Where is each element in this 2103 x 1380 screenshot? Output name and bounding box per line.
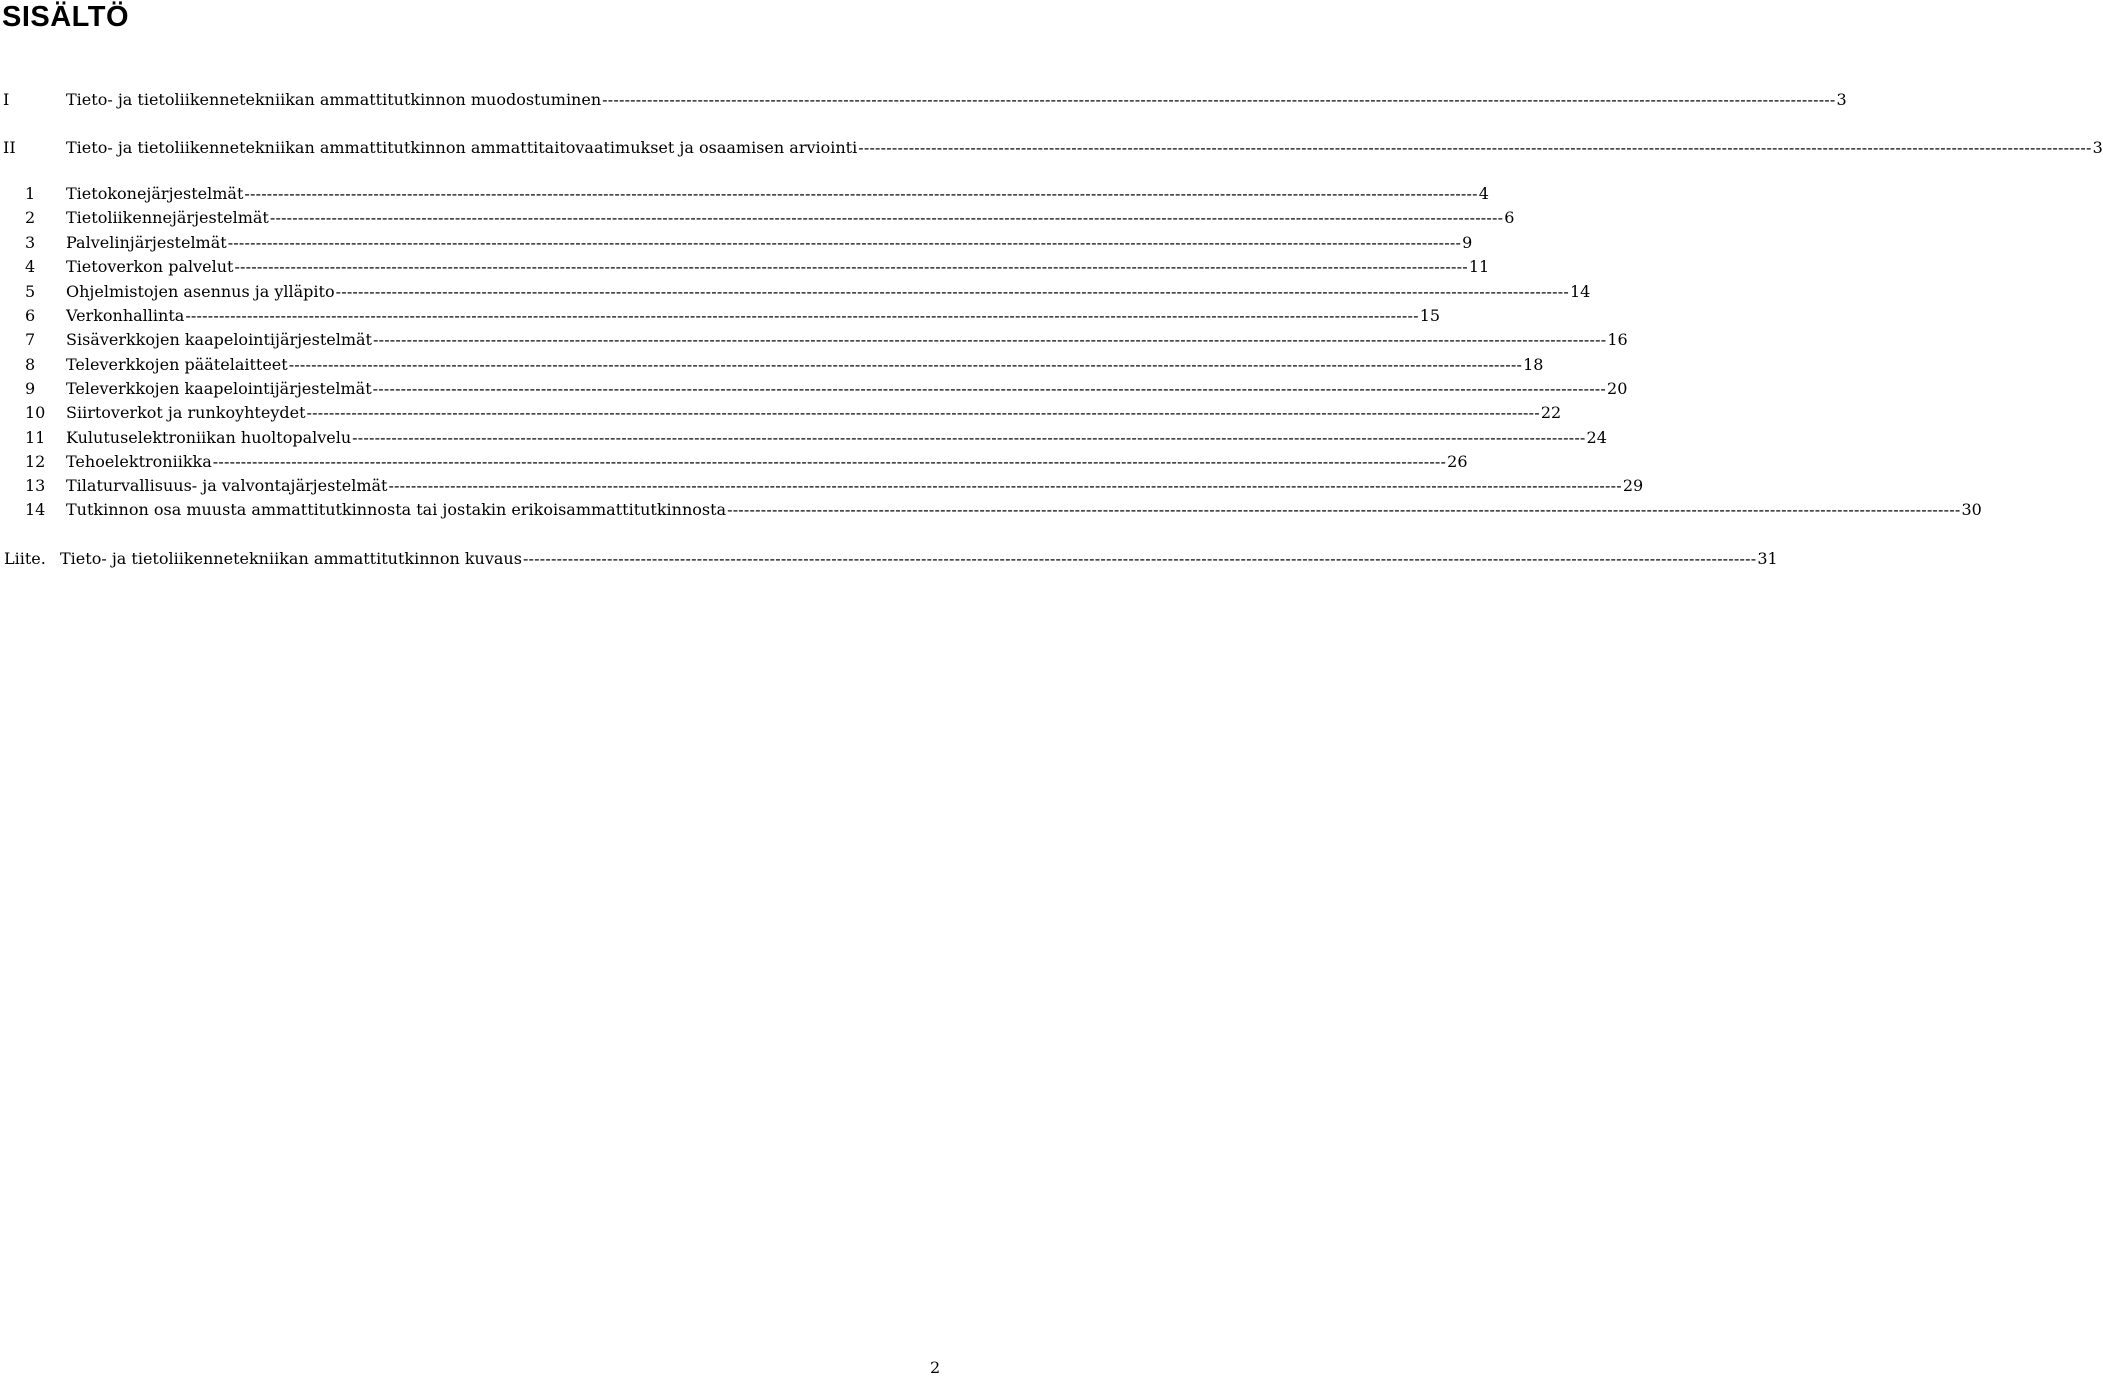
toc-page-number: 18: [1523, 355, 1544, 374]
toc-page-number: 14: [1569, 282, 1591, 301]
toc-page-number: 3: [1836, 90, 1847, 109]
toc-item-number: 4: [25, 257, 36, 276]
toc-entry: [66, 136, 2103, 160]
toc-dot-leader: ----------------------------------------------------------------------------------------------------------------------------------------------------------------------------------------------------------------------------: [306, 403, 1540, 422]
toc-item-row[interactable]: [0, 182, 1489, 206]
toc-page-number: 26: [1447, 452, 1468, 471]
toc-item-row[interactable]: [0, 401, 1562, 425]
toc-item-number: 1: [25, 184, 36, 203]
toc-page-number: 30: [1961, 500, 1982, 519]
toc-entry: [66, 474, 1644, 498]
toc-dot-leader: ----------------------------------------------------------------------------------------------------------------------------------------------------------------------------------------------------------------------------: [335, 282, 1569, 301]
toc-page-number: 22: [1540, 403, 1562, 422]
toc-page-number: 24: [1586, 428, 1607, 447]
toc-item-row[interactable]: [0, 255, 1490, 279]
toc-dot-leader: ----------------------------------------------------------------------------------------------------------------------------------------------------------------------------------------------------------------------------: [602, 90, 1836, 109]
toc-item-row[interactable]: [0, 206, 1515, 230]
toc-page-number: 6: [1504, 208, 1515, 227]
toc-entry: [66, 377, 1628, 401]
toc-entry-title: Siirtoverkot ja runkoyhteydet: [66, 403, 306, 422]
page-number: 2: [930, 1358, 941, 1377]
toc-item-number: 6: [25, 306, 36, 325]
toc-section-number: II: [3, 138, 16, 157]
toc-entry-title: Verkonhallinta: [66, 306, 185, 325]
toc-page-number: 15: [1419, 306, 1441, 325]
toc-entry: [66, 401, 1562, 425]
toc-entry-title: Tutkinnon osa muusta ammattitutkinnosta tai jostakin erikoisammattitutkinnosta: [66, 500, 727, 519]
toc-entry-title: Tietokonejärjestelmät: [66, 184, 244, 203]
toc-entry-title: Tieto- ja tietoliikennetekniikan ammattitutkinnon kuvaus: [60, 549, 522, 568]
toc-entry: [66, 450, 1468, 474]
toc-entry-title: Televerkkojen kaapelointijärjestelmät: [66, 379, 372, 398]
toc-page-number: 11: [1468, 257, 1490, 276]
toc-dot-leader: ----------------------------------------------------------------------------------------------------------------------------------------------------------------------------------------------------------------------------: [244, 184, 1478, 203]
toc-dot-leader: ----------------------------------------------------------------------------------------------------------------------------------------------------------------------------------------------------------------------------: [522, 549, 1757, 568]
toc-entry: [66, 255, 1490, 279]
toc-item-row[interactable]: [0, 377, 1628, 401]
toc-item-number: 14: [25, 500, 46, 519]
page-title: SISÄLTÖ: [2, 1, 130, 33]
toc-item-row[interactable]: [0, 328, 1628, 352]
toc-page-number: 3: [2092, 138, 2103, 157]
toc-entry: [66, 231, 1473, 255]
toc-item-number: 13: [25, 476, 46, 495]
toc-entry-title: Tietoverkon palvelut: [66, 257, 234, 276]
toc-dot-leader: ----------------------------------------------------------------------------------------------------------------------------------------------------------------------------------------------------------------------------: [227, 233, 1462, 252]
toc-entry-title: Televerkkojen päätelaitteet: [66, 355, 288, 374]
toc-entry: [66, 426, 1607, 450]
toc-page-number: 20: [1607, 379, 1628, 398]
toc-entry-title: Tietoliikennejärjestelmät: [66, 208, 269, 227]
toc-entry-title: Tehoelektroniikka: [66, 452, 212, 471]
toc-dot-leader: ----------------------------------------------------------------------------------------------------------------------------------------------------------------------------------------------------------------------------: [388, 476, 1622, 495]
toc-entry-title: Sisäverkkojen kaapelointijärjestelmät: [66, 330, 372, 349]
toc-section-number: I: [3, 90, 10, 109]
toc-entry: [66, 206, 1515, 230]
toc-item-number: 5: [25, 282, 36, 301]
toc-item-number: 10: [25, 403, 46, 422]
toc-item-number: 7: [25, 330, 36, 349]
toc-item-number: 2: [25, 208, 36, 227]
toc-dot-leader: ----------------------------------------------------------------------------------------------------------------------------------------------------------------------------------------------------------------------------: [269, 208, 1504, 227]
toc-section-row[interactable]: [0, 88, 1847, 112]
toc-entry-title: Kulutuselektroniikan huoltopalvelu: [66, 428, 352, 447]
toc-dot-leader: ----------------------------------------------------------------------------------------------------------------------------------------------------------------------------------------------------------------------------: [212, 452, 1447, 471]
toc-entry: [66, 498, 1982, 522]
toc-item-number: 11: [25, 428, 46, 447]
toc-item-number: 12: [25, 452, 46, 471]
toc-item-row[interactable]: [0, 426, 1607, 450]
toc-entry-title: Tilaturvallisuus- ja valvontajärjestelmät: [66, 476, 388, 495]
toc-dot-leader: ----------------------------------------------------------------------------------------------------------------------------------------------------------------------------------------------------------------------------: [352, 428, 1586, 447]
toc-appendix-label: Liite.: [4, 549, 46, 568]
toc-item-row[interactable]: [0, 474, 1644, 498]
toc-entry: [66, 353, 1544, 377]
toc-item-number: 3: [25, 233, 36, 252]
toc-entry-title: Palvelinjärjestelmät: [66, 233, 227, 252]
toc-entry: [60, 547, 1778, 571]
toc-dot-leader: ----------------------------------------------------------------------------------------------------------------------------------------------------------------------------------------------------------------------------: [234, 257, 1468, 276]
toc-entry: [66, 304, 1441, 328]
toc-dot-leader: ----------------------------------------------------------------------------------------------------------------------------------------------------------------------------------------------------------------------------: [372, 379, 1607, 398]
toc-dot-leader: ----------------------------------------------------------------------------------------------------------------------------------------------------------------------------------------------------------------------------: [372, 330, 1607, 349]
toc-dot-leader: ----------------------------------------------------------------------------------------------------------------------------------------------------------------------------------------------------------------------------: [185, 306, 1419, 325]
toc-dot-leader: ----------------------------------------------------------------------------------------------------------------------------------------------------------------------------------------------------------------------------: [288, 355, 1523, 374]
toc-dot-leader: ----------------------------------------------------------------------------------------------------------------------------------------------------------------------------------------------------------------------------: [858, 138, 2092, 157]
toc-entry: [66, 182, 1489, 206]
toc-item-row[interactable]: [0, 231, 1473, 255]
toc-item-row[interactable]: [0, 304, 1441, 328]
toc-item-number: 9: [25, 379, 36, 398]
toc-entry-title: Tieto- ja tietoliikennetekniikan ammattitutkinnon muodostuminen: [66, 90, 602, 109]
toc-item-row[interactable]: [0, 280, 1591, 304]
toc-page-number: 16: [1607, 330, 1628, 349]
toc-page-number: 29: [1622, 476, 1644, 495]
toc-page-number: 4: [1478, 184, 1489, 203]
toc-entry-title: Ohjelmistojen asennus ja ylläpito: [66, 282, 335, 301]
toc-page-number: 31: [1757, 549, 1778, 568]
toc-entry: [66, 280, 1591, 304]
toc-item-row[interactable]: [0, 498, 1982, 522]
toc-entry: [66, 328, 1628, 352]
toc-item-number: 8: [25, 355, 36, 374]
toc-page-number: 9: [1462, 233, 1473, 252]
toc-entry: [66, 88, 1847, 112]
toc-appendix-row[interactable]: [0, 547, 1778, 571]
toc-section-row[interactable]: [0, 136, 2103, 160]
toc-dot-leader: ----------------------------------------------------------------------------------------------------------------------------------------------------------------------------------------------------------------------------: [727, 500, 1961, 519]
toc-item-row[interactable]: [0, 450, 1468, 474]
toc-item-row[interactable]: [0, 353, 1544, 377]
toc-entry-title: Tieto- ja tietoliikennetekniikan ammattitutkinnon ammattitaitovaatimukset ja osaamisen arviointi: [66, 138, 858, 157]
